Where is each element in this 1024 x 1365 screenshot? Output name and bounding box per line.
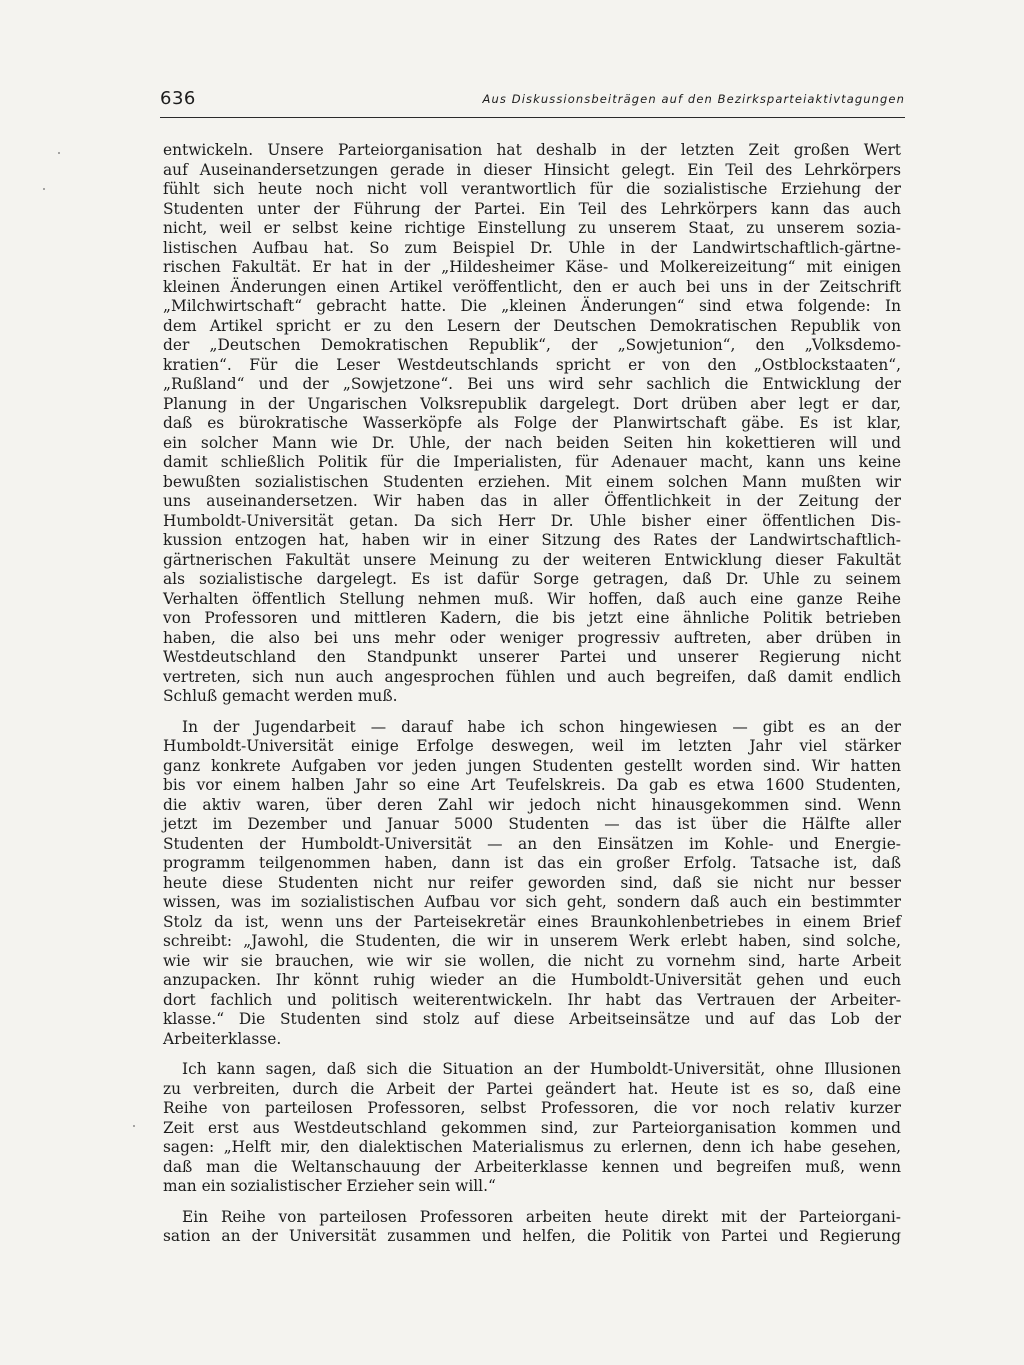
text-line: daß man die Weltanschauung der Arbeiterklasse kennen und begreifen muß, wenn <box>163 1157 901 1176</box>
text-line: „Milchwirtschaft“ gebracht hatte. Die „kleinen Änderungen“ sind etwa folgende: In <box>163 297 901 315</box>
text-line: Westdeutschland den Standpunkt unserer Partei und unserer Regierung nicht <box>163 648 901 666</box>
text-line: fühlt sich heute noch nicht voll verantwortlich für die sozialistische Erziehung der <box>163 180 901 198</box>
text-line: uns auseinandersetzen. Wir haben das in aller Öffentlichkeit in der Zeitung der <box>163 492 901 510</box>
text-line: Studenten der Humboldt-Universität — an den Einsätzen im Kohle- und Energie- <box>163 834 901 853</box>
text-line: heute diese Studenten nicht nur reifer geworden sind, daß sie nicht nur besser <box>163 873 901 892</box>
page-number: 636 <box>160 88 196 109</box>
text-line: Zeit erst aus Westdeutschland gekommen sind, zur Parteiorganisation kommen und <box>163 1118 901 1137</box>
text-line: Verhalten öffentlich Stellung nehmen muß. Wir hoffen, daß auch eine ganze Reihe <box>163 589 901 608</box>
text-line: gärtnerischen Fakultät unsere Meinung zu der weiteren Entwicklung dieser Fakultät <box>163 550 901 569</box>
text-line: Ein Reihe von parteilosen Professoren arbeiten heute direkt mit der Parteiorgani- <box>182 1207 901 1226</box>
page-header <box>160 88 905 116</box>
text-line: Humboldt-Universität getan. Da sich Herr Dr. Uhle bisher einer öffentlichen Dis- <box>163 511 901 530</box>
text-line: anzupacken. Ihr könnt ruhig wieder an die Humboldt-Universität gehen und euch <box>163 971 901 989</box>
text-line: zu verbreiten, durch die Arbeit der Partei geändert hat. Heute ist es so, daß eine <box>163 1079 901 1098</box>
paragraph <box>163 1060 901 1197</box>
text-line: haben, die also bei uns mehr oder weniger progressiv auftreten, aber drüben in <box>163 628 901 647</box>
header-rule <box>160 117 905 118</box>
text-line: Planung in der Ungarischen Volksrepublik dargelegt. Dort drüben aber legt er dar, <box>163 394 901 413</box>
text-line: Studenten unter der Führung der Partei. Ein Teil des Lehrkörpers kann das auch <box>163 199 901 218</box>
text-line: klasse.“ Die Studenten sind stolz auf diese Arbeitseinsätze und auf das Lob der <box>163 1010 901 1028</box>
paragraph <box>163 718 901 1050</box>
text-line: ein solcher Mann wie Dr. Uhle, der nach beiden Seiten hin kokettieren will und <box>163 433 901 452</box>
text-line: In der Jugendarbeit — darauf habe ich schon hingewiesen — gibt es an der <box>182 717 901 736</box>
scan-speck <box>43 188 45 190</box>
text-line: Ich kann sagen, daß sich die Situation an der Humboldt-Universität, ohne Illusionen <box>182 1060 901 1078</box>
text-line: entwickeln. Unsere Parteiorganisation hat deshalb in der letzten Zeit großen Wert <box>163 141 901 159</box>
scan-speck <box>133 1125 135 1127</box>
body-text <box>163 141 901 1258</box>
text-line: Reihe von parteilosen Professoren, selbst Professoren, die vor noch relativ kurzer <box>163 1099 901 1117</box>
text-line: dort fachlich und politisch weiterentwickeln. Ihr habt das Vertrauen der Arbeiter- <box>163 990 901 1009</box>
text-line: wie wir sie brauchen, wie wir sie wollen, die nicht zu vornehm sind, harte Arbeit <box>163 951 901 970</box>
text-line: der „Deutschen Demokratischen Republik“, der „Sowjetunion“, den „Volksdemo- <box>163 336 901 354</box>
text-line: programm teilgenommen haben, dann ist das ein großer Erfolg. Tatsache ist, daß <box>163 854 901 872</box>
text-line: daß es bürokratische Wasserköpfe als Folge der Planwirtschaft gäbe. Es ist klar, <box>163 414 901 432</box>
scan-speck <box>58 152 60 154</box>
text-line: dem Artikel spricht er zu den Lesern der Deutschen Demokratischen Republik von <box>163 316 901 335</box>
text-line: jetzt im Dezember und Januar 5000 Studenten — das ist über die Hälfte aller <box>163 815 901 833</box>
text-line: wissen, was im sozialistischen Aufbau vor sich geht, sondern daß auch ein bestimmter <box>163 893 901 911</box>
text-line: bis vor einem halben Jahr so eine Art Teufelskreis. Da gab es etwa 1600 Studenten, <box>163 776 901 794</box>
text-line: die aktiv waren, über deren Zahl wir jedoch nicht hinausgekommen sind. Wenn <box>163 795 901 814</box>
text-line: sation an der Universität zusammen und helfen, die Politik von Partei und Regierung <box>163 1227 901 1245</box>
text-line: bewußten sozialistischen Studenten erziehen. Mit einem solchen Mann mußten wir <box>163 472 901 491</box>
text-line: rischen Fakultät. Er hat in der „Hildesheimer Käse- und Molkereizeitung“ mit einigen <box>163 258 901 276</box>
text-line: kleinen Änderungen einen Artikel veröffentlicht, den er auch bei uns in der Zeitschrift <box>163 277 901 296</box>
text-line: ganz konkrete Aufgaben vor jeden jungen Studenten gestellt worden sind. Wir hatten <box>163 756 901 775</box>
paragraph <box>163 1208 901 1247</box>
text-line: schreibt: „Jawohl, die Studenten, die wir in unserem Werk erlebt haben, sind solche, <box>163 932 901 950</box>
text-line: damit schließlich Politik für die Imperialisten, für Adenauer macht, kann uns keine <box>163 453 901 471</box>
running-head: Aus Diskussionsbeiträgen auf den Bezirksparteiaktivtagungen <box>482 92 905 106</box>
text-line: kussion entzogen hat, haben wir in einer Sitzung des Rates der Landwirtschaftlich- <box>163 531 901 549</box>
text-line: Humboldt-Universität einige Erfolge deswegen, weil im letzten Jahr viel stärker <box>163 737 901 755</box>
text-line: Stolz da ist, wenn uns der Parteisekretär eines Braunkohlenbetriebes in einem Brief <box>163 912 901 931</box>
text-line: kratien“. Für die Leser Westdeutschlands spricht er von den „Ostblockstaaten“, <box>163 355 901 374</box>
text-line: Schluß gemacht werden muß. <box>163 687 398 705</box>
text-line: auf Auseinandersetzungen gerade in dieser Hinsicht gelegt. Ein Teil des Lehrkörpers <box>163 160 901 179</box>
text-line: listischen Aufbau hat. So zum Beispiel Dr. Uhle in der Landwirtschaftlich-gärtne- <box>163 238 901 257</box>
text-line: vertreten, sich nun auch angesprochen fühlen und auch begreifen, daß damit endlich <box>163 667 901 686</box>
text-line: als sozialistische dargelegt. Es ist dafür Sorge getragen, daß Dr. Uhle zu seinem <box>163 570 901 588</box>
text-line: Arbeiterklasse. <box>163 1029 282 1048</box>
text-line: von Professoren und mittleren Kadern, die bis jetzt eine ähnliche Politik betrieben <box>163 609 901 627</box>
text-line: man ein sozialistischer Erzieher sein will.“ <box>163 1177 496 1195</box>
text-line: nicht, weil er selbst keine richtige Einstellung zu unserem Staat, zu unserem sozia- <box>163 219 901 237</box>
text-line: sagen: „Helft mir, den dialektischen Materialismus zu erlernen, denn ich habe gesehen, <box>163 1138 901 1156</box>
text-line: „Rußland“ und der „Sowjetzone“. Bei uns wird sehr sachlich die Entwicklung der <box>163 375 901 393</box>
paragraph <box>163 141 901 707</box>
